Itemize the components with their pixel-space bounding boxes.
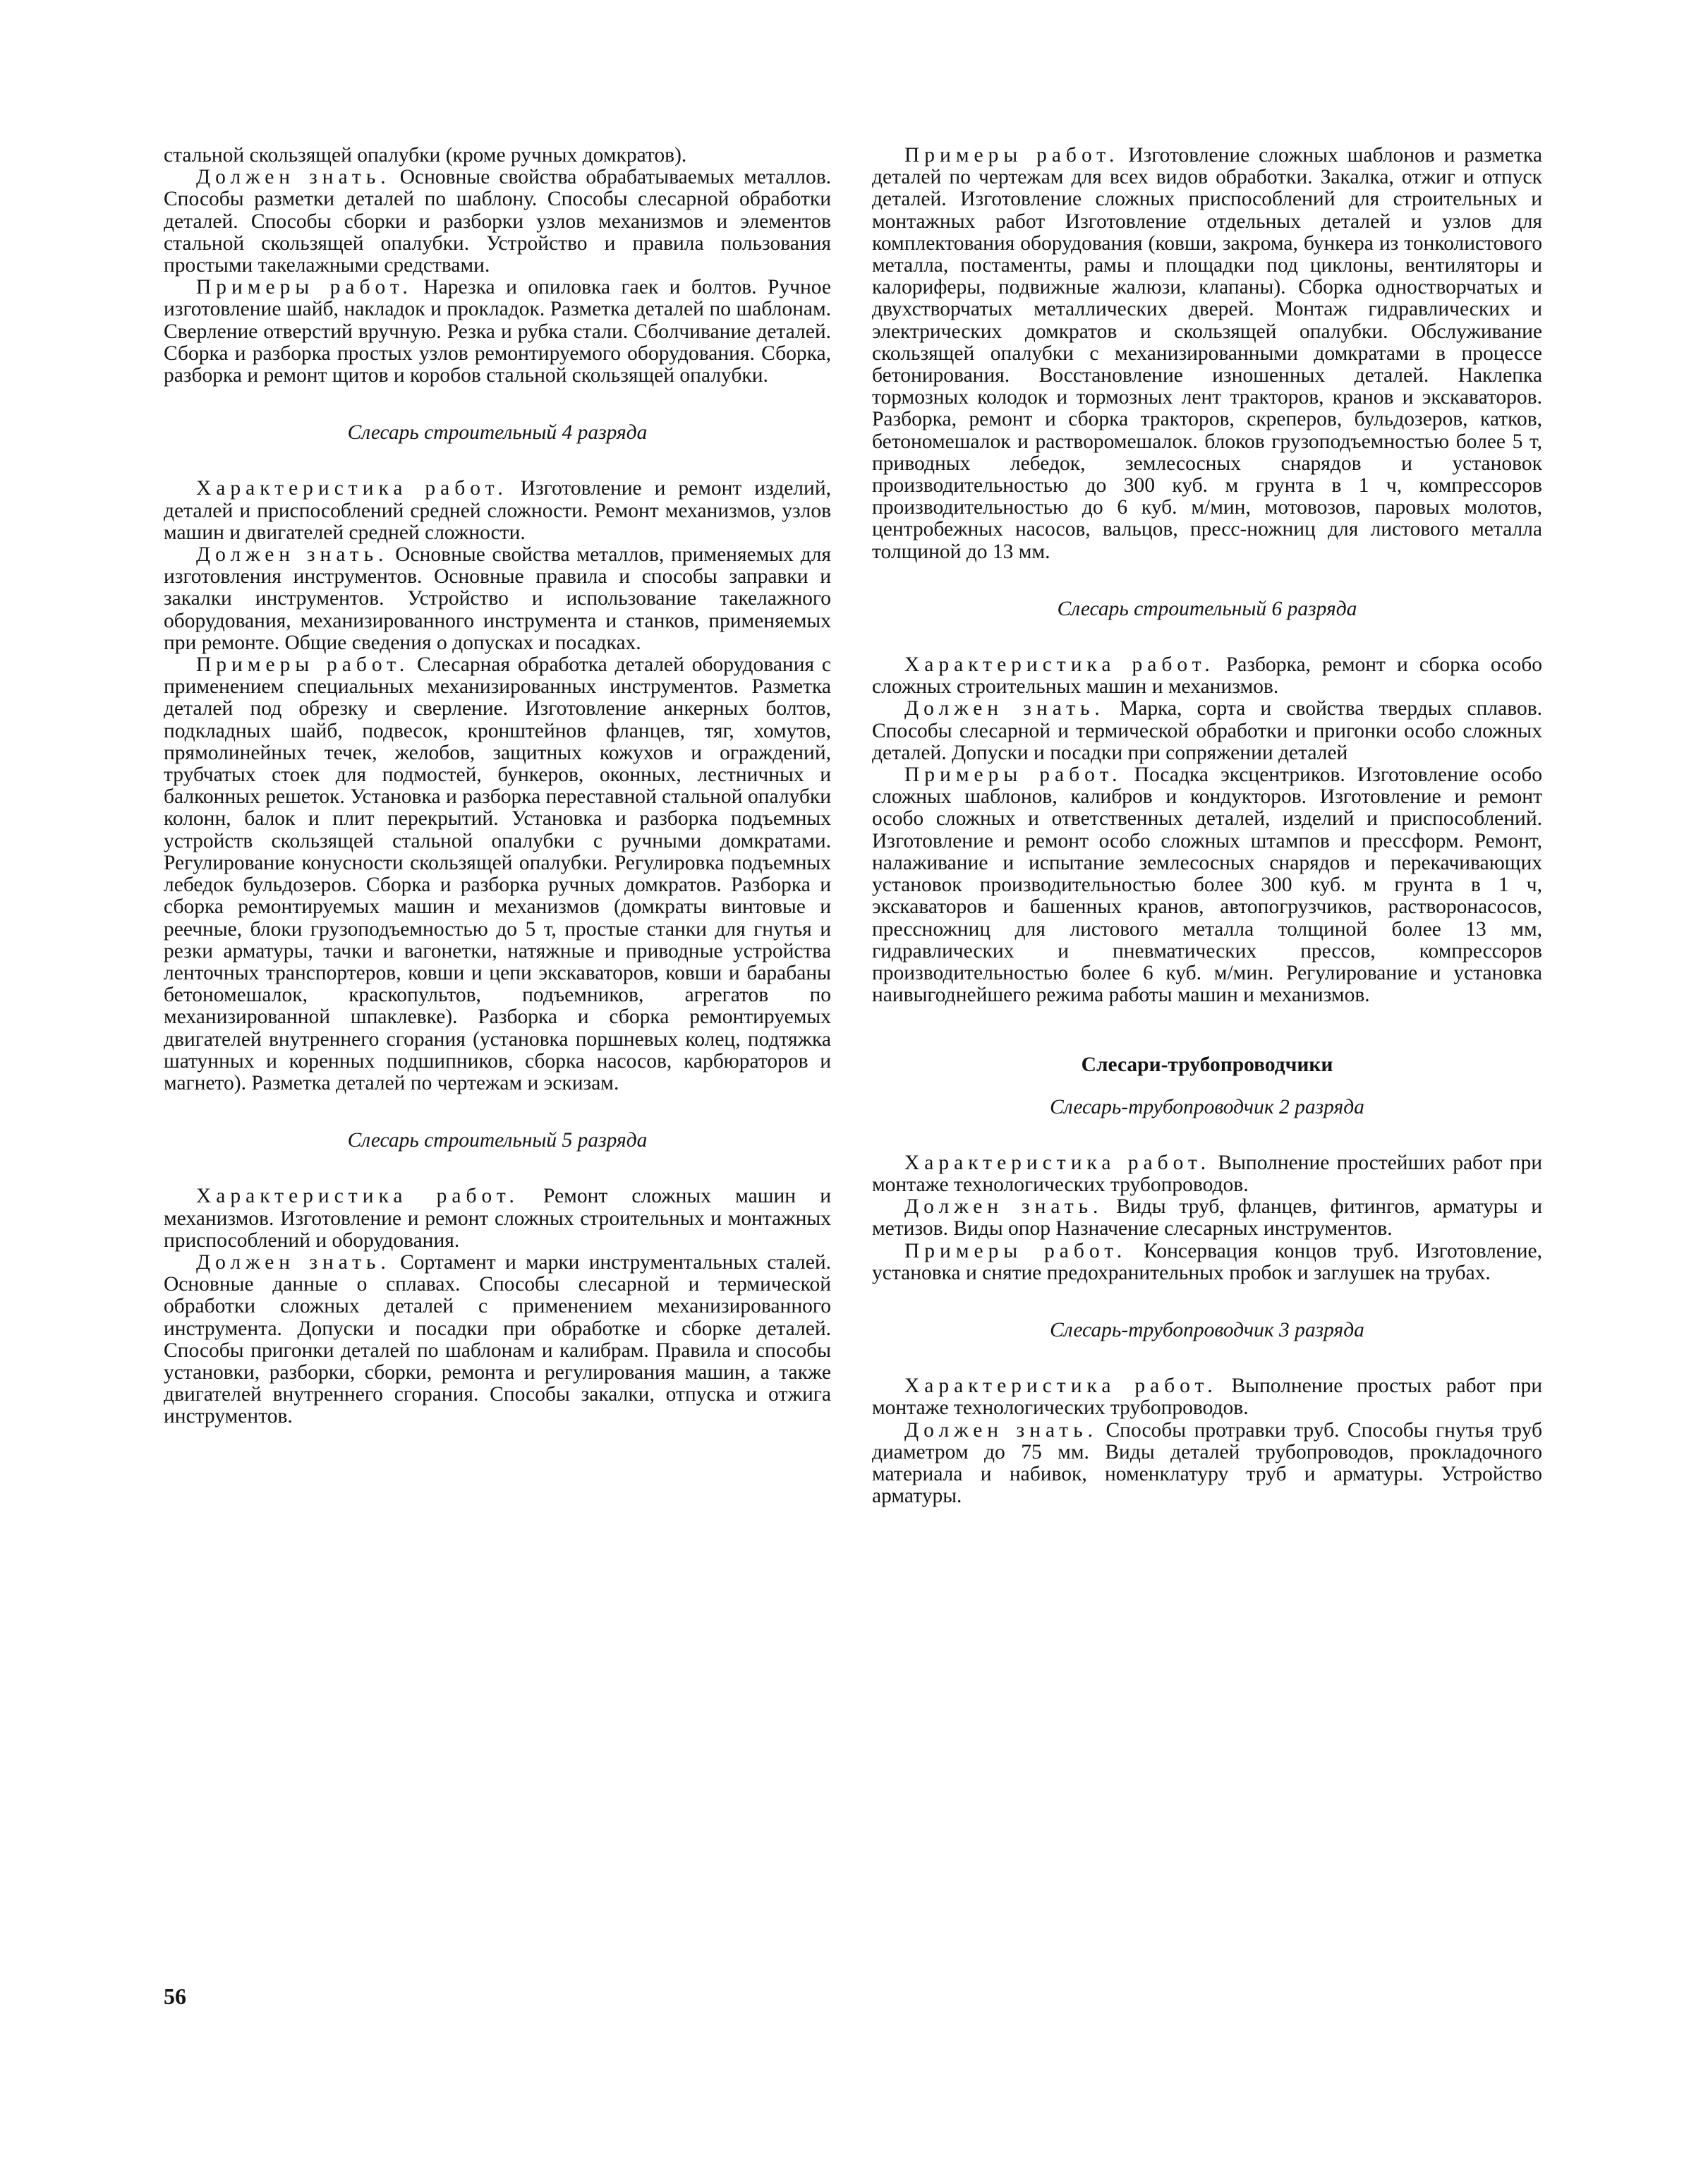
lead-phrase: Примеры работ.: [196, 276, 413, 299]
paragraph-must-know: Должен знать. Марка, сорта и свойства твердых сплавов. Способы слесарной и термической обработки и пригонки особо сложных деталей. Допуски и посадки при сопряжении деталей: [872, 697, 1542, 764]
section-title-pipefitters: Слесари-трубопроводчики: [1081, 1054, 1333, 1077]
lead-phrase: Должен знать.: [196, 1250, 391, 1274]
paragraph-work-examples: Примеры работ. Посадка эксцентриков. Изготовление особо сложных шаблонов, калибров и кондукторов. Изготовление и ремонт особо сложных и ответственных деталей, изделий и приспособлений. Изготовление и ремонт особо сложных штампов и прессформ. Ремонт, налаживание и испытание землесосных снарядов и перекачивающих установок производительностью более 300 куб. м грунта в 1 ч, экскаваторов и башенных кранов, автопогрузчиков, растворонасосов, прессножниц для листового металла толщиной более 13 мм, гидравлических и пневматических прессов, компрессоров производительностью более 6 куб. м/мин. Регулирование и установка наивыгоднейшего режима работы машин и механизмов.: [872, 763, 1543, 1007]
lead-phrase: Должен знать.: [904, 1418, 1098, 1442]
heading-grade-6: Слесарь строительный 6 разряда: [1057, 597, 1357, 620]
left-column: [164, 145, 831, 1428]
lead-phrase: Характеристика работ.: [196, 1185, 519, 1208]
paragraph-characteristic: Характеристика работ. Ремонт сложных машин и механизмов. Изготовление и ремонт сложных строительных и монтажных приспособлений и оборудования.: [164, 1185, 831, 1252]
heading-grade-5: Слесарь строительный 5 разряда: [347, 1129, 648, 1152]
paragraph-characteristic: Характеристика работ. Выполнение простейших работ при монтаже технологических трубопроводов.: [872, 1151, 1542, 1196]
lead-phrase: Характеристика работ.: [904, 1151, 1211, 1174]
lead-phrase: Характеристика работ.: [904, 653, 1215, 677]
paragraph-must-know: Должен знать. Сортамент и марки инструментальных сталей. Основные данные о сплавах. Способы слесарной и термической обработки сложных деталей с применением механизированного инструмента. Допуски и посадки при обработке и сборке деталей. Способы пригонки деталей по шаблонам и калибрам. Правила и способы установки, разборки, сборки, ремонта и регулирования машин, а также двигателей внутреннего сгорания. Способы закалки, отпуска и отжига инструментов.: [164, 1250, 831, 1428]
lead-phrase: Примеры работ.: [904, 763, 1122, 787]
lead-phrase: Должен знать.: [904, 697, 1105, 720]
lead-phrase: Должен знать.: [196, 166, 391, 189]
paragraph-characteristic: Характеристика работ. Изготовление и ремонт изделий, деталей и приспособлений средней сложности. Ремонт механизмов, узлов машин и двигателей средней сложности.: [164, 477, 831, 544]
paragraph: стальной скользящей опалубки (кроме ручных домкратов).: [164, 144, 687, 167]
paragraph-must-know: Должен знать. Способы протравки труб. Способы гнутья труб диаметром до 75 мм. Виды деталей трубопроводов, прокладочного материала и набивок, номенклатуру труб и арматуры. Устройство арматуры.: [872, 1418, 1542, 1508]
lead-phrase: Характеристика работ.: [904, 1375, 1218, 1398]
paragraph-work-examples: Примеры работ. Нарезка и опиловка гаек и болтов. Ручное изготовление шайб, накладок и прокладок. Разметка деталей по шаблонам. Сверление отверстий вручную. Резка и рубка стали. Сболчивание деталей. Сборка и разборка простых узлов ремонтируемого оборудования. Сборка, разборка и ремонт щитов и коробов стальной скользящей опалубки.: [164, 276, 832, 387]
lead-phrase: Должен знать.: [904, 1195, 1103, 1219]
heading-pipefitter-grade-3: Слесарь-трубопроводчик 3 разряда: [1050, 1318, 1364, 1341]
lead-phrase: Примеры работ.: [196, 653, 410, 677]
paragraph-work-examples: Примеры работ. Слесарная обработка деталей оборудования с применением специальных механизированных инструментов. Разметка деталей под обрезку и сверление. Изготовление анкерных болтов, подкладных шайб, подвесок, кронштейнов фланцев, тяг, хомутов, прямолинейных течек, желобов, защитных кожухов и ограждений, трубчатых стоек для подмостей, бункеров, оконных, лестничных и балконных решеток. Установка и разборка переставной стальной опалубки колонн, балок и плит перекрытий. Установка и разборка подъемных устройств скользящей стальной опалубки с ручными домкратами. Регулирование конусности скользящей опалубки. Регулировка подъемных лебедок бульдозеров. Сборка и разборка ручных домкратов. Разборка и сборка ремонтируемых машин и механизмов (домкраты винтовые и реечные, блоки грузоподъемностью до 5 т, простые станки для гнутья и резки арматуры, тачки и вагонетки, натяжные и приводные устройства ленточных транспортеров, ковши и цепи экскаваторов, ковши и барабаны бетономешалок, краскопультов, подъемников, агрегатов по механизированной шпаклевке). Разборка и сборка ремонтируемых двигателей внутреннего сгорания (установка поршневых колец, подтяжка шатунных и коренных подшипников, сборка насосов, карбюраторов и магнето). Разметка деталей по чертежам и эскизам.: [164, 653, 831, 1094]
paragraph-must-know: Должен знать. Основные свойства обрабатываемых металлов. Способы разметки деталей по шаблону. Способы слесарной обработки деталей. Способы сборки и разборки узлов механизмов и элементов стальной скользящей опалубки. Устройство и правила пользования простыми такелажными средствами.: [164, 166, 831, 277]
paragraph-work-examples: Примеры работ. Консервация концов труб. Изготовление, установка и снятие предохранительных пробок и заглушек на трубах.: [872, 1239, 1542, 1284]
lead-phrase: Примеры работ.: [904, 144, 1120, 167]
lead-phrase: Должен знать.: [196, 543, 389, 567]
paragraph-characteristic: Характеристика работ. Выполнение простых работ при монтаже технологических трубопроводов.: [872, 1375, 1542, 1420]
page-number: 56: [164, 1984, 186, 2009]
paragraph-characteristic: Характеристика работ. Разборка, ремонт и сборка особо сложных строительных машин и механизмов.: [872, 653, 1542, 699]
paragraph-must-know: Должен знать. Виды труб, фланцев, фитингов, арматуры и метизов. Виды опор Назначение слесарных инструментов.: [872, 1195, 1542, 1241]
paragraph-work-examples: Примеры работ. Изготовление сложных шаблонов и разметка деталей по чертежам для всех видов обработки. Закалка, отжиг и отпуск деталей. Изготовление сложных приспособлений для строительных и монтажных работ Изготовление отдельных деталей и узлов для комплектования оборудования (ковши, закрома, бункера из тонколистового металла, постаменты, рамы и площадки под циклоны, вентиляторы и калориферы, подвижные жалюзи, клапаны). Сборка одностворчатых и двухстворчатых металлических дверей. Монтаж гидравлических и электрических домкратов и скользящей опалубки. Обслуживание скользящей опалубки с механизированными домкратами в процессе бетонирования. Восстановление изношенных деталей. Наклепка тормозных колодок и тормозных лент тракторов, кранов и экскаваторов. Разборка, ремонт и сборка тракторов, скреперов, бульдозеров, катков, бетономешалок и растворомешалок. блоков грузоподъемностью более 5 т, приводных лебедок, землесосных снарядов и установок производительностью до 300 куб. м грунта в 1 ч, компрессоров производительностью до 6 куб. м/мин, мотовозов, паровых молотов, центробежных насосов, вальцов, пресс-ножниц для листового металла толщиной до 13 мм.: [872, 144, 1542, 563]
paragraph-must-know: Должен знать. Основные свойства металлов, применяемых для изготовления инструментов. Основные правила и способы заправки и закалки инструментов. Устройство и использование такелажного оборудования, механизированного инструмента и станков, применяемых при ремонте. Общие сведения о допусках и посадках.: [164, 543, 831, 654]
heading-grade-4: Слесарь строительный 4 разряда: [347, 421, 648, 445]
heading-pipefitter-grade-2: Слесарь-трубопроводчик 2 разряда: [1050, 1095, 1364, 1118]
right-column: [872, 145, 1542, 1507]
lead-phrase: Характеристика работ.: [196, 477, 508, 500]
lead-phrase: Примеры работ.: [904, 1239, 1127, 1262]
